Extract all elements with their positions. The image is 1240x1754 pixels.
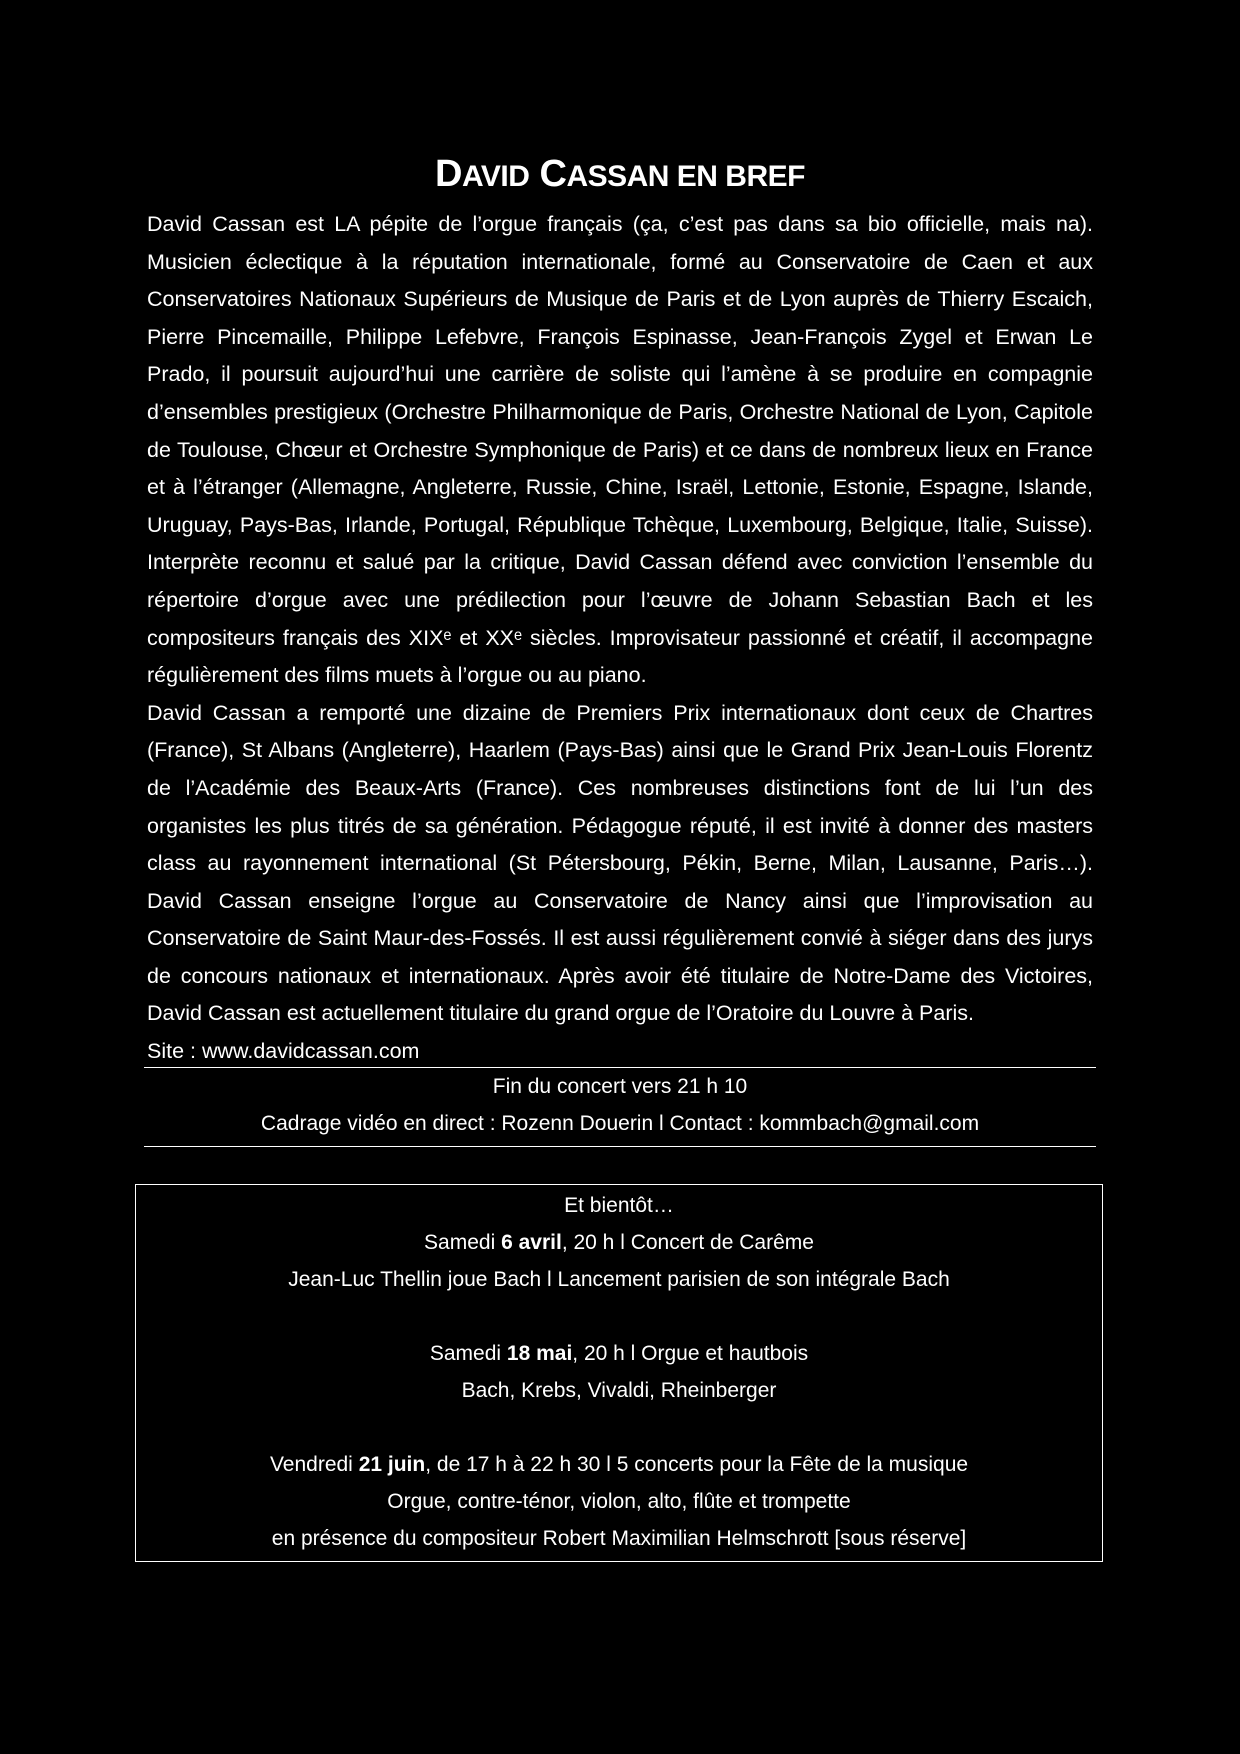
event-3-detail: Orgue, contre-ténor, violon, alto, flûte et trompette	[387, 1490, 851, 1513]
title-word-avid: AVID	[461, 160, 530, 193]
spacer	[136, 1298, 1102, 1335]
title-word-assan-en-bref: ASSAN EN BREF	[566, 160, 805, 193]
spacer	[136, 1409, 1102, 1446]
event-1-date: 6 avril	[501, 1231, 562, 1254]
event-1-heading	[136, 1224, 1102, 1261]
event-3-day: Vendredi	[269, 1453, 359, 1476]
concert-end-time: Fin du concert vers 21 h 10	[492, 1075, 748, 1098]
event-3-date: 21 juin	[358, 1453, 426, 1476]
event-2-detail: Bach, Krebs, Vivaldi, Rheinberger	[461, 1379, 777, 1402]
event-2-day: Samedi	[429, 1342, 507, 1365]
concert-info	[144, 1066, 1096, 1142]
title-initial-c: C	[539, 153, 567, 195]
event-2-description: , 20 h l Orgue et hautbois	[572, 1342, 809, 1365]
event-2-date: 18 mai	[506, 1342, 573, 1365]
event-1-detail: Jean-Luc Thellin joue Bach l Lancement parisien de son intégrale Bach	[288, 1268, 950, 1291]
event-1-day: Samedi	[424, 1231, 502, 1254]
page-title	[0, 152, 1240, 199]
event-2-heading	[136, 1335, 1102, 1372]
bio-paragraph-1: David Cassan est LA pépite de l’orgue français (ça, c’est pas dans sa bio officielle, mais na). Musicien éclectique à la réputation internationale, formé au Conservatoire de Caen et aux Conservatoires Nationaux Supérieurs de Musique de Paris et de Lyon auprès de Thierry Escaich, Pierre Pincemaille, Philippe Lefebvre, François Espinasse, Jean-François Zygel et Erwan Le Prado, il poursuit aujourd’hui une carrière de soliste qui l’amène à se produire en compagnie d’ensembles prestigieux (Orchestre Philharmonique de Paris, Orchestre National de Lyon, Capitole de Toulouse, Chœur et Orchestre Symphonique de Paris) et ce dans de nombreux lieux en France et à l’étranger (Allemagne, Angleterre, Russie, Chine, Israël, Lettonie, Estonie, Espagne, Islande, Uruguay, Pays-Bas, Irlande, Portugal, République Tchèque, Luxembourg, Belgique, Italie, Suisse). Interprète reconnu et salué par la critique, David Cassan défend avec conviction l’ensemble du répertoire d’orgue avec une prédilection pour l’œuvre de Johann Sebastian Bach et les compositeurs français des XIXᵉ et XXᵉ siècles. Improvisateur passionné et créatif, il accompagne régulièrement des films muets à l’orgue ou au piano.	[147, 212, 1093, 688]
credits-contact: Cadrage vidéo en direct : Rozenn Douerin l Contact : kommbach@gmail.com	[260, 1112, 980, 1135]
website-line: Site : www.davidcassan.com	[147, 1039, 420, 1064]
event-3-heading	[136, 1446, 1102, 1483]
upcoming-events-box	[135, 1184, 1103, 1562]
divider-bottom	[144, 1146, 1096, 1147]
bio-paragraph-2: David Cassan a remporté une dizaine de Premiers Prix internationaux dont ceux de Chartres (France), St Albans (Angleterre), Haarlem (Pays-Bas) ainsi que le Grand Prix Jean-Louis Florentz de l’Académie des Beaux-Arts (France). Ces nombreuses distinctions font de lui l’un des organistes les plus titrés de sa génération. Pédagogue réputé, il est invité à donner des masters class au rayonnement international (St Pétersbourg, Pékin, Berne, Milan, Lausanne, Paris…). David Cassan enseigne l’orgue au Conservatoire de Nancy ainsi que l’improvisation au Conservatoire de Saint Maur-des-Fossés. Il est aussi régulièrement convié à siéger dans des jurys de concours nationaux et internationaux. Après avoir été titulaire de Notre-Dame des Victoires, David Cassan est actuellement titulaire du grand orgue de l’Oratoire du Louvre à Paris.	[147, 700, 1093, 1026]
event-3-description: , de 17 h à 22 h 30 l 5 concerts pour la Fête de la musique	[425, 1453, 969, 1476]
biography	[147, 206, 1093, 1071]
title-initial-d: D	[435, 153, 462, 195]
upcoming-title: Et bientôt…	[564, 1194, 674, 1217]
event-1-description: , 20 h l Concert de Carême	[561, 1231, 814, 1254]
event-3-detail-2: en présence du compositeur Robert Maximilian Helmschrott [sous réserve]	[271, 1527, 967, 1550]
